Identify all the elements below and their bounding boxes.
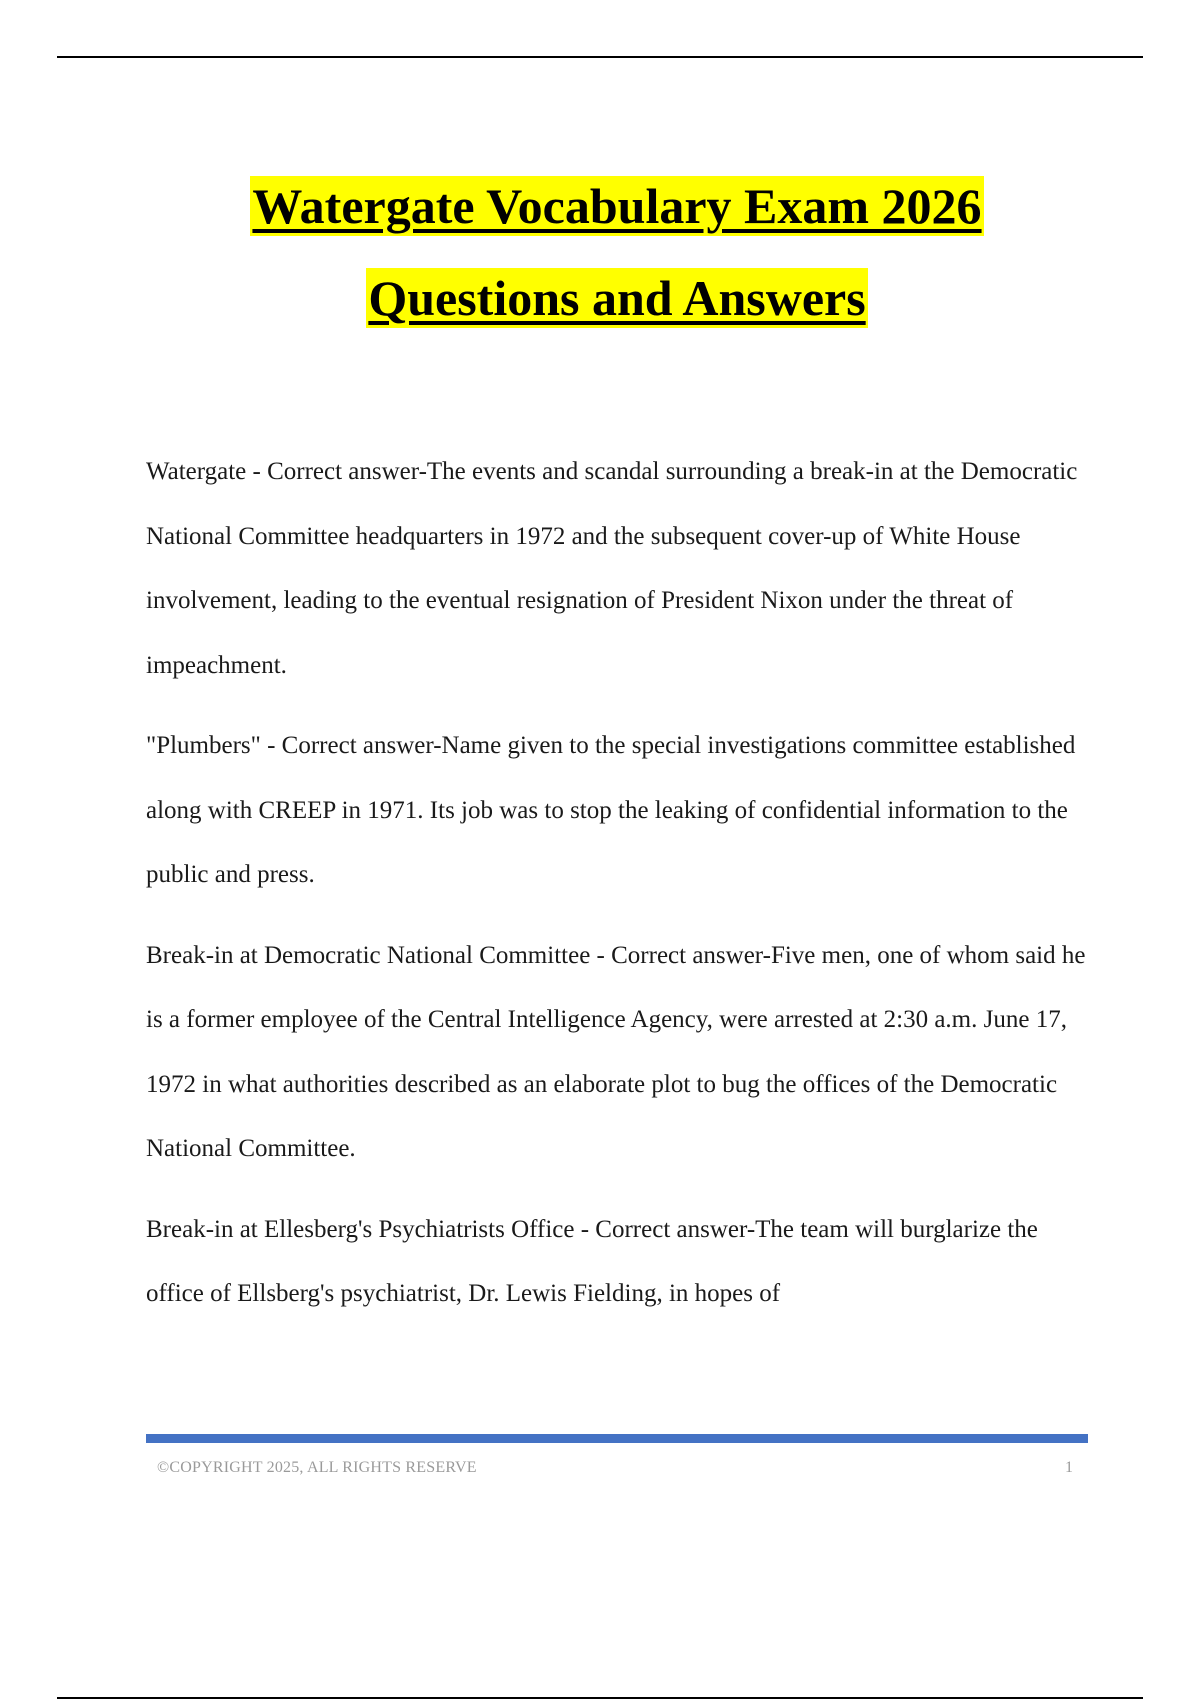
document-title: [0, 176, 1200, 360]
entry-ellsberg-break-in: Break-in at Ellesberg's Psychiatrists Office - Correct answer-The team will burglarize the office of Ellsberg's psychiatrist, Dr. Lewis Fielding, in hopes of: [146, 1215, 1038, 1307]
bottom-rule: [57, 1697, 1143, 1699]
entry-watergate: Watergate - Correct answer-The events and scandal surrounding a break-in at the Democratic National Committee headquarters in 1972 and the subsequent cover-up of White House involvement, leading to the eventual resignation of President Nixon under the threat of impeachment.: [146, 458, 1078, 679]
top-rule: [57, 56, 1143, 58]
document-body: [146, 440, 1096, 1343]
entry-dnc-break-in: Break-in at Democratic National Committee - Correct answer-Five men, one of whom said he is a former employee of the Central Intelligence Agency, were arrested at 2:30 a.m. June 17, 1972 in what authorities described as an elaborate plot to bug the offices of the Democratic National Committee.: [146, 941, 1086, 1162]
title-line-2: Questions and Answers: [368, 270, 866, 326]
page-number: 1: [1065, 1459, 1073, 1476]
footer-copyright: ©COPYRIGHT 2025, ALL RIGHTS RESERVE: [157, 1459, 477, 1476]
entry-plumbers: "Plumbers" - Correct answer-Name given to the special investigations committee established along with CREEP in 1971. Its job was to stop the leaking of confidential information to the public and press.: [146, 732, 1076, 888]
title-line-1: Watergate Vocabulary Exam 2026: [252, 178, 982, 234]
footer-bar: [146, 1434, 1088, 1443]
